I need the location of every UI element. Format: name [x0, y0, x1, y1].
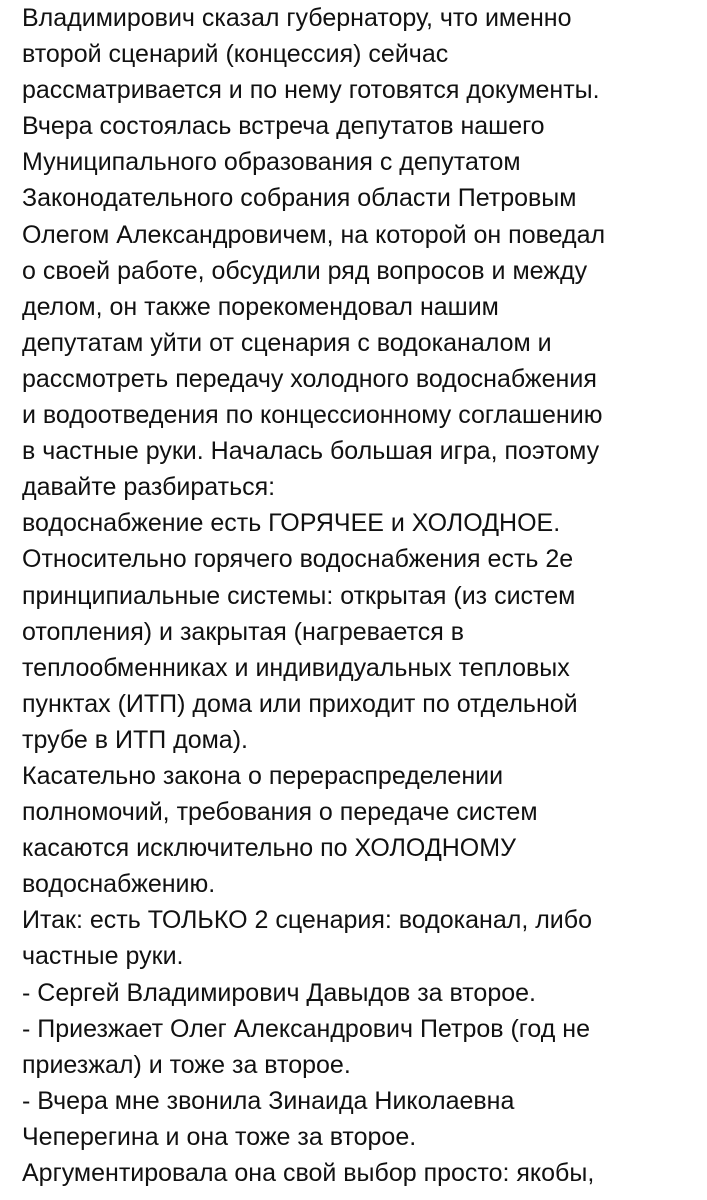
- text-line: и водоотведения по концессионному соглашению: [22, 401, 603, 430]
- text-line: трубе в ИТП дома).: [22, 725, 248, 754]
- message-text: [22, 0, 704, 1191]
- text-line: Законодательного собрания области Петровым: [22, 184, 577, 213]
- text-line: давайте разбираться:: [22, 473, 276, 502]
- text-line: Чеперегина и она тоже за второе.: [22, 1122, 417, 1151]
- text-line: - Сергей Владимирович Давыдов за второе.: [22, 978, 536, 1007]
- text-line: о своей работе, обсудили ряд вопросов и между: [22, 256, 588, 285]
- text-line: Муниципального образования с депутатом: [22, 148, 521, 177]
- text-line: второй сценарий (концессия) сейчас: [22, 40, 449, 69]
- text-line: Олегом Александровичем, на которой он поведал: [22, 220, 606, 249]
- text-line: Вчера состоялась встреча депутатов нашего: [22, 112, 545, 141]
- text-line: приезжал) и тоже за второе.: [22, 1050, 351, 1079]
- text-line: Касательно закона о перераспределении: [22, 761, 504, 790]
- text-line: пунктах (ИТП) дома или приходит по отдельной: [22, 689, 578, 718]
- text-line: водоснабжению.: [22, 870, 216, 899]
- text-line: отопления) и закрытая (нагревается в: [22, 617, 465, 646]
- text-line: депутатам уйти от сценария с водоканалом и: [22, 328, 552, 357]
- text-line: рассмотреть передачу холодного водоснабжения: [22, 364, 597, 393]
- text-line: Относительно горячего водоснабжения есть 2е: [22, 545, 574, 574]
- text-line: Аргументировала она свой выбор просто: якобы,: [22, 1159, 595, 1187]
- text-line: касаются исключительно по ХОЛОДНОМУ: [22, 834, 516, 863]
- text-line: в частные руки. Началась большая игра, поэтому: [22, 437, 600, 466]
- text-line: рассматривается и по нему готовятся документы.: [22, 76, 600, 105]
- text-line: частные руки.: [22, 942, 184, 971]
- text-line: Владимирович сказал губернатору, что именно: [22, 4, 572, 32]
- text-line: делом, он также порекомендовал нашим: [22, 292, 499, 321]
- text-line: полномочий, требования о передаче систем: [22, 798, 538, 827]
- text-line: Итак: есть ТОЛЬКО 2 сценария: водоканал, либо: [22, 906, 592, 935]
- text-line: - Вчера мне звонила Зинаида Николаевна: [22, 1086, 515, 1115]
- text-line: принципиальные системы: открытая (из систем: [22, 581, 576, 610]
- text-line: теплообменниках и индивидуальных тепловых: [22, 653, 570, 682]
- text-line: водоснабжение есть ГОРЯЧЕЕ и ХОЛОДНОЕ.: [22, 509, 561, 538]
- text-line: - Приезжает Олег Александрович Петров (год не: [22, 1014, 590, 1043]
